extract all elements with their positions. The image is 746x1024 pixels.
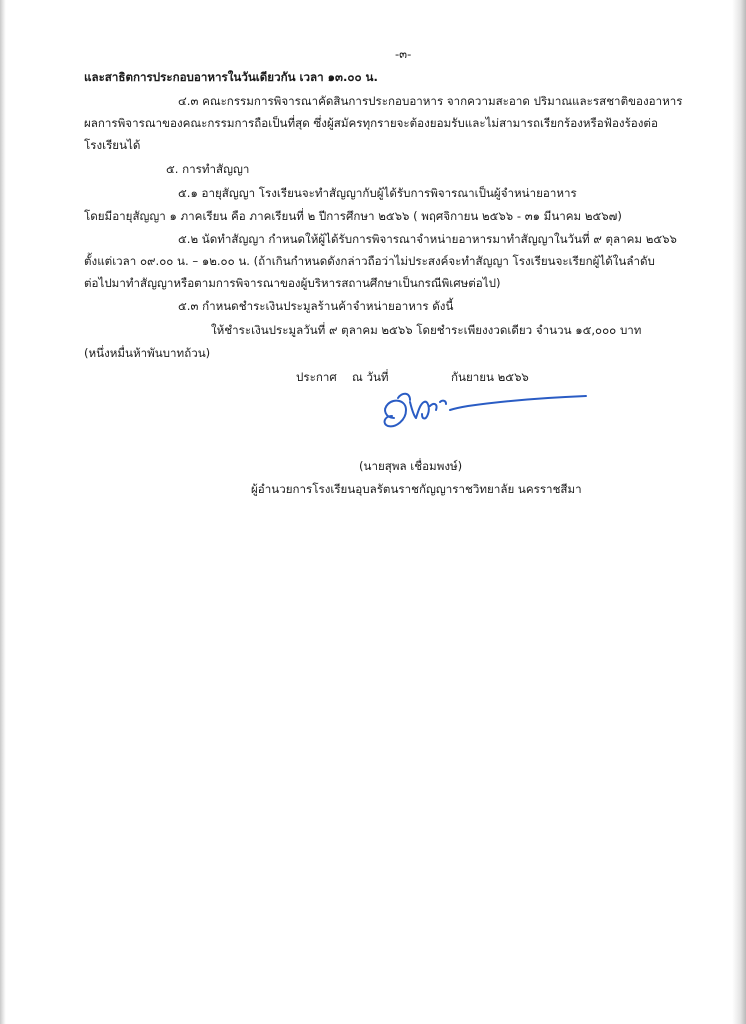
signer-name: (นายสุพล เชื่อมพงษ์)	[359, 459, 463, 473]
section-5-1-line-2: โดยมีอายุสัญญา ๑ ภาคเรียน คือ ภาคเรียนที่ ๒ ปีการศึกษา ๒๕๖๖ ( พฤศจิกายน ๒๕๖๖ - ๓๑ มีนาคม ๒๕๖๗)	[84, 209, 622, 223]
page-number: -๓-	[395, 47, 412, 61]
section-5-3-line-1: ๕.๓ กำหนดชำระเงินประมูลร้านค้าจำหน่ายอาหาร ดังนี้	[178, 299, 454, 313]
section-5-2-line-3: ต่อไปมาทำสัญญาหรือตามการพิจารณาของผู้บริหารสถานศึกษาเป็นกรณีพิเศษต่อไป)	[84, 276, 501, 290]
announce-label: ประกาศ	[296, 370, 337, 384]
paper-edge-right	[732, 0, 746, 1024]
section-5-2-line-2: ตั้งแต่เวลา ๐๙.๐๐ น. – ๑๒.๐๐ น. (ถ้าเกินกำหนดดังกล่าวถือว่าไม่ประสงค์จะทำสัญญา โรงเรียนจะเรียกผู้ได้ในลำดับ	[84, 254, 655, 268]
signer-position: ผู้อำนวยการโรงเรียนอุบลรัตนราชกัญญาราชวิทยาลัย นครราชสีมา	[251, 482, 582, 496]
section-4-3-line-3: โรงเรียนได้	[84, 138, 141, 152]
signature-image	[376, 388, 588, 436]
body-line-1: และสาธิตการประกอบอาหารในวันเดียวกัน เวลา ๑๓.๐๐ น.	[84, 70, 378, 84]
section-5-2-line-1: ๕.๒ นัดทำสัญญา กำหนดให้ผู้ได้รับการพิจารณาจำหน่ายอาหารมาทำสัญญาในวันที่ ๙ ตุลาคม ๒๕๖๖	[178, 232, 677, 246]
section-5-3-line-3: (หนึ่งหมื่นห้าพันบาทถ้วน)	[84, 346, 211, 360]
announce-month-year: กันยายน ๒๕๖๖	[451, 370, 529, 384]
section-5-heading: ๕. การทำสัญญา	[166, 162, 250, 176]
section-4-3-line-2: ผลการพิจารณาของคณะกรรมการถือเป็นที่สุด ซึ่งผู้สมัครทุกรายจะต้องยอมรับและไม่สามารถเรียกร้องหรือฟ้องร้องต่อ	[84, 116, 658, 130]
section-5-3-line-2: ให้ชำระเงินประมูลวันที่ ๙ ตุลาคม ๒๕๖๖ โดยชำระเพียงงวดเดียว จำนวน ๑๕,๐๐๐ บาท	[211, 323, 642, 337]
section-4-3-line-1: ๔.๓ คณะกรรมการพิจารณาคัดสินการประกอบอาหาร จากความสะอาด ปริมาณและรสชาติของอาหาร	[178, 94, 683, 108]
section-5-1-line-1: ๕.๑ อายุสัญญา โรงเรียนจะทำสัญญากับผู้ได้รับการพิจารณาเป็นผู้จำหน่ายอาหาร	[178, 186, 577, 200]
paper-edge-left	[0, 0, 6, 1024]
announce-date-prefix: ณ วันที่	[352, 370, 389, 384]
